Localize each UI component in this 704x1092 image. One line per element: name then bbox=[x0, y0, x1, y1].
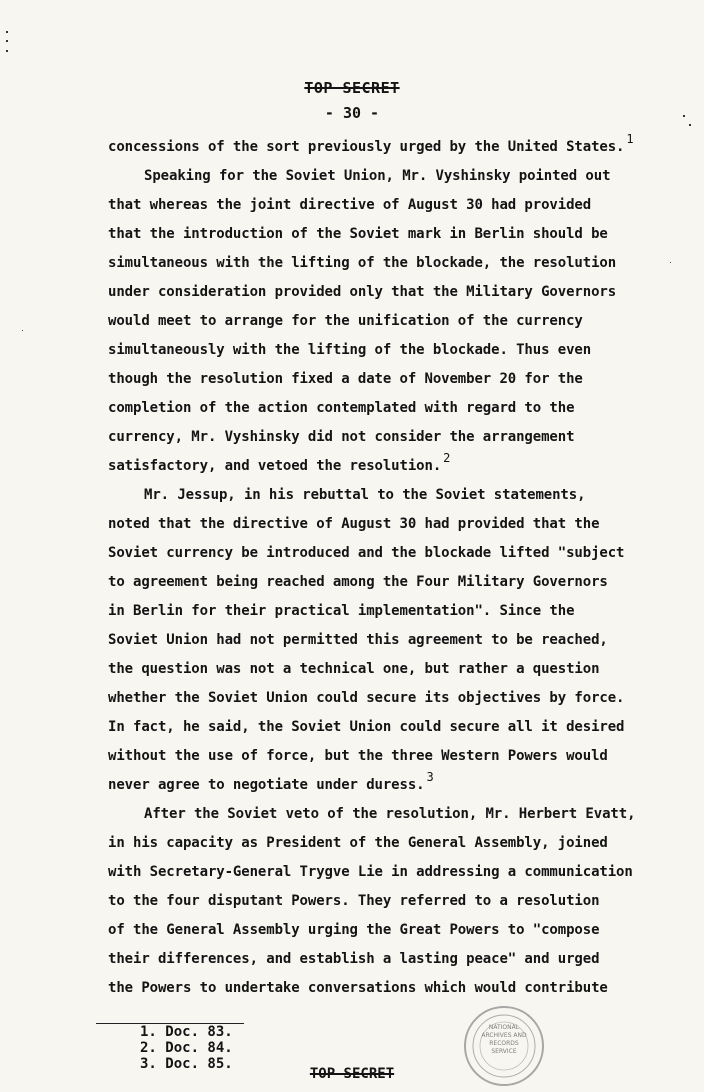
footnote-2: 2. Doc. 84. bbox=[140, 1040, 233, 1056]
line-text: to the four disputant Powers. They referred to a resolution bbox=[108, 893, 600, 909]
seal-line: SERVICE bbox=[491, 1048, 517, 1055]
classification-footer: TOP SECRET bbox=[309, 1066, 395, 1082]
line-text: that the introduction of the Soviet mark in Berlin should be bbox=[108, 226, 608, 242]
line-text: though the resolution fixed a date of November 20 for the bbox=[108, 371, 583, 387]
line-text: their differences, and establish a lasting peace" and urged bbox=[108, 951, 600, 967]
footnote-3: 3. Doc. 85. bbox=[140, 1056, 233, 1072]
line-text: completion of the action contemplated with regard to the bbox=[108, 400, 575, 416]
line-text: simultaneously with the lifting of the blockade. Thus even bbox=[108, 342, 592, 358]
line-text: whether the Soviet Union could secure its objectives by force. bbox=[108, 690, 625, 706]
line-text: to agreement being reached among the Four Military Governors bbox=[108, 574, 608, 590]
line-text: noted that the directive of August 30 had provided that the bbox=[108, 516, 600, 532]
line-text: satisfactory, and vetoed the resolution. bbox=[108, 458, 442, 474]
line-text: with Secretary-General Trygve Lie in addressing a communication bbox=[108, 864, 633, 880]
line-text: Speaking for the Soviet Union, Mr. Vyshinsky pointed out bbox=[144, 168, 611, 184]
footnote-marker: 2 bbox=[443, 451, 451, 465]
footnote-marker: 3 bbox=[426, 770, 434, 784]
line-text: the question was not a technical one, but rather a question bbox=[108, 661, 600, 677]
line-text: that whereas the joint directive of August 30 had provided bbox=[108, 197, 592, 213]
seal-line: ARCHIVES AND bbox=[481, 1032, 527, 1039]
line-text: concessions of the sort previously urged by the United States. bbox=[108, 139, 625, 155]
line-text: never agree to negotiate under duress. bbox=[108, 777, 425, 793]
line-text: Soviet Union had not permitted this agreement to be reached, bbox=[108, 632, 608, 648]
line-text: Soviet currency be introduced and the blockade lifted "subject bbox=[108, 545, 625, 561]
page-number: - 30 - bbox=[324, 104, 380, 122]
seal-line: NATIONAL bbox=[488, 1024, 520, 1031]
line-text: After the Soviet veto of the resolution, Mr. Herbert Evatt, bbox=[144, 806, 636, 822]
line-text: In fact, he said, the Soviet Union could secure all it desired bbox=[108, 719, 625, 735]
line-text: would meet to arrange for the unification of the currency bbox=[108, 313, 583, 329]
line-text: simultaneous with the lifting of the blockade, the resolution bbox=[108, 255, 617, 271]
seal-line: RECORDS bbox=[489, 1040, 519, 1047]
line-text: of the General Assembly urging the Great Powers to "compose bbox=[108, 922, 600, 938]
footnote-1: 1. Doc. 83. bbox=[140, 1024, 233, 1040]
footnote-marker: 1 bbox=[626, 132, 634, 146]
line-text: the Powers to undertake conversations which would contribute bbox=[108, 980, 608, 996]
line-text: in his capacity as President of the General Assembly, joined bbox=[108, 835, 608, 851]
line-text: currency, Mr. Vyshinsky did not consider the arrangement bbox=[108, 429, 575, 445]
line-text: in Berlin for their practical implementation". Since the bbox=[108, 603, 575, 619]
classification-header: TOP SECRET bbox=[304, 79, 400, 97]
line-text: without the use of force, but the three Western Powers would bbox=[108, 748, 608, 764]
line-text: Mr. Jessup, in his rebuttal to the Soviet statements, bbox=[144, 487, 586, 503]
line-text: under consideration provided only that the Military Governors bbox=[108, 284, 617, 300]
